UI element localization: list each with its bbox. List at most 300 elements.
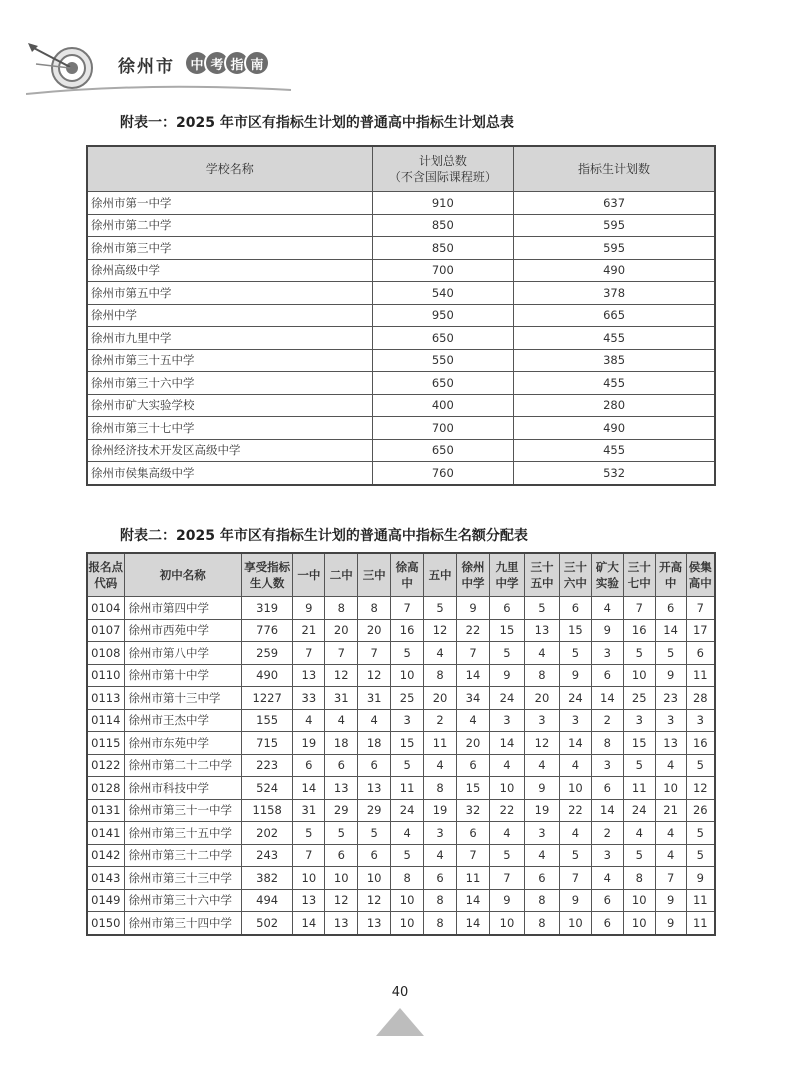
value-cell: 20 (524, 687, 559, 710)
column-header (293, 553, 325, 597)
value-cell: 4 (325, 709, 358, 732)
column-header (623, 553, 655, 597)
header-total (372, 146, 514, 192)
value-cell: 26 (686, 799, 715, 822)
table-row (87, 799, 715, 822)
value-cell: 4 (391, 822, 424, 845)
value-cell: 10 (559, 912, 591, 935)
column-header (686, 553, 715, 597)
value-cell: 22 (457, 619, 490, 642)
value-cell: 5 (391, 642, 424, 665)
school-name-cell: 徐州市第五中学 (87, 282, 372, 305)
value-cell: 223 (241, 754, 292, 777)
value-cell: 5 (524, 597, 559, 620)
column-header-line: 徐州 (461, 560, 485, 574)
column-header (524, 553, 559, 597)
value-cell: 8 (424, 664, 457, 687)
value-cell: 11 (686, 889, 715, 912)
value-cell: 23 (655, 687, 686, 710)
value-cell: 9 (559, 664, 591, 687)
value-cell: 13 (293, 664, 325, 687)
total-cell: 650 (372, 327, 514, 350)
column-header-line: 初中名称 (159, 568, 206, 582)
value-cell: 5 (559, 642, 591, 665)
value-cell: 5 (424, 597, 457, 620)
value-cell: 10 (358, 867, 391, 890)
value-cell: 2 (424, 709, 457, 732)
value-cell: 5 (559, 844, 591, 867)
table-row (87, 237, 715, 260)
header-city: 徐州市 (118, 57, 175, 77)
code-cell: 0113 (87, 687, 124, 710)
quota-cell: 637 (514, 192, 715, 215)
plan-summary-table (86, 145, 716, 486)
column-header-line: 享受指标 (244, 560, 291, 574)
column-header (124, 553, 241, 597)
value-cell: 6 (524, 867, 559, 890)
value-cell: 21 (293, 619, 325, 642)
school-name-cell: 徐州市第一中学 (87, 192, 372, 215)
value-cell: 7 (391, 597, 424, 620)
value-cell: 15 (559, 619, 591, 642)
code-cell: 0141 (87, 822, 124, 845)
value-cell: 6 (655, 597, 686, 620)
value-cell: 8 (524, 664, 559, 687)
value-cell: 5 (686, 754, 715, 777)
value-cell: 6 (591, 912, 623, 935)
value-cell: 10 (623, 889, 655, 912)
header-total-line2: （不含国际课程班） (388, 170, 497, 184)
school-name-cell: 徐州市科技中学 (124, 777, 241, 800)
value-cell: 10 (655, 777, 686, 800)
column-header-line: 三十 (530, 560, 554, 574)
table-row (87, 349, 715, 372)
value-cell: 20 (358, 619, 391, 642)
header-school: 学校名称 (87, 146, 372, 192)
value-cell: 3 (591, 844, 623, 867)
header-total-line1: 计划总数 (418, 154, 467, 168)
value-cell: 715 (241, 732, 292, 755)
column-header (457, 553, 490, 597)
value-cell: 9 (655, 889, 686, 912)
value-cell: 8 (623, 867, 655, 890)
value-cell: 4 (559, 822, 591, 845)
table-row (87, 417, 715, 440)
table-row (87, 889, 715, 912)
quota-cell: 665 (514, 304, 715, 327)
value-cell: 9 (489, 664, 524, 687)
quota-cell: 490 (514, 417, 715, 440)
value-cell: 4 (524, 642, 559, 665)
column-header (358, 553, 391, 597)
value-cell: 8 (424, 912, 457, 935)
column-header-line: 高中 (688, 576, 712, 590)
table-row (87, 664, 715, 687)
value-cell: 3 (489, 709, 524, 732)
value-cell: 5 (358, 822, 391, 845)
total-cell: 700 (372, 259, 514, 282)
value-cell: 11 (686, 664, 715, 687)
header-badge: 南 (246, 52, 268, 74)
value-cell: 14 (559, 732, 591, 755)
table-row (87, 687, 715, 710)
school-name-cell: 徐州市第三十五中学 (124, 822, 241, 845)
value-cell: 5 (489, 844, 524, 867)
value-cell: 3 (524, 822, 559, 845)
value-cell: 12 (358, 664, 391, 687)
value-cell: 31 (325, 687, 358, 710)
table2-title: 附表二：2025 年市区有指标生计划的普通高中指标生名额分配表 (120, 528, 528, 544)
value-cell: 7 (559, 867, 591, 890)
code-cell: 0131 (87, 799, 124, 822)
value-cell: 7 (325, 642, 358, 665)
value-cell: 3 (591, 754, 623, 777)
table-row (87, 754, 715, 777)
column-header-line: 七中 (627, 576, 651, 590)
value-cell: 2 (591, 822, 623, 845)
value-cell: 11 (686, 912, 715, 935)
school-name-cell: 徐州市西苑中学 (124, 619, 241, 642)
value-cell: 10 (391, 912, 424, 935)
value-cell: 10 (489, 777, 524, 800)
column-header (391, 553, 424, 597)
quota-cell: 455 (514, 372, 715, 395)
page-triangle-icon (376, 1008, 424, 1036)
school-name-cell: 徐州市第三十一中学 (124, 799, 241, 822)
value-cell: 25 (623, 687, 655, 710)
column-header (559, 553, 591, 597)
total-cell: 850 (372, 237, 514, 260)
value-cell: 17 (686, 619, 715, 642)
value-cell: 31 (293, 799, 325, 822)
school-name-cell: 徐州中学 (87, 304, 372, 327)
value-cell: 382 (241, 867, 292, 890)
column-header (424, 553, 457, 597)
value-cell: 10 (489, 912, 524, 935)
column-header-line: 二中 (329, 568, 353, 582)
header-swoosh (26, 80, 296, 100)
code-cell: 0114 (87, 709, 124, 732)
table-header-row (87, 146, 715, 192)
value-cell: 14 (293, 912, 325, 935)
value-cell: 8 (591, 732, 623, 755)
value-cell: 33 (293, 687, 325, 710)
value-cell: 24 (489, 687, 524, 710)
value-cell: 25 (391, 687, 424, 710)
table-row (87, 282, 715, 305)
table-row (87, 912, 715, 935)
value-cell: 14 (591, 687, 623, 710)
header-badge: 中 (186, 52, 208, 74)
value-cell: 5 (325, 822, 358, 845)
table-row (87, 777, 715, 800)
quota-cell: 385 (514, 349, 715, 372)
value-cell: 4 (489, 754, 524, 777)
value-cell: 14 (457, 664, 490, 687)
column-header-line: 中 (401, 576, 413, 590)
column-header-line: 侯集 (688, 560, 712, 574)
value-cell: 6 (489, 597, 524, 620)
value-cell: 2 (591, 709, 623, 732)
value-cell: 14 (655, 619, 686, 642)
value-cell: 11 (424, 732, 457, 755)
total-cell: 540 (372, 282, 514, 305)
value-cell: 12 (358, 889, 391, 912)
value-cell: 9 (591, 619, 623, 642)
value-cell: 9 (559, 889, 591, 912)
value-cell: 7 (655, 867, 686, 890)
value-cell: 3 (391, 709, 424, 732)
quota-cell: 490 (514, 259, 715, 282)
school-name-cell: 徐州市第十三中学 (124, 687, 241, 710)
value-cell: 5 (686, 822, 715, 845)
table-row (87, 597, 715, 620)
code-cell: 0115 (87, 732, 124, 755)
table-row (87, 372, 715, 395)
header-quota: 指标生计划数 (514, 146, 715, 192)
code-cell: 0143 (87, 867, 124, 890)
column-header-line: 六中 (563, 576, 587, 590)
value-cell: 19 (293, 732, 325, 755)
header-badge: 指 (226, 52, 248, 74)
value-cell: 14 (293, 777, 325, 800)
code-cell: 0149 (87, 889, 124, 912)
value-cell: 31 (358, 687, 391, 710)
header-badges (186, 52, 266, 74)
value-cell: 9 (686, 867, 715, 890)
value-cell: 10 (559, 777, 591, 800)
quota-cell: 595 (514, 237, 715, 260)
value-cell: 21 (655, 799, 686, 822)
total-cell: 910 (372, 192, 514, 215)
school-name-cell: 徐州经济技术开发区高级中学 (87, 439, 372, 462)
column-header-line: 五中 (428, 568, 452, 582)
value-cell: 9 (293, 597, 325, 620)
value-cell: 6 (591, 777, 623, 800)
column-header (87, 553, 124, 597)
total-cell: 550 (372, 349, 514, 372)
school-name-cell: 徐州市九里中学 (87, 327, 372, 350)
school-name-cell: 徐州市第三十六中学 (124, 889, 241, 912)
column-header-line: 三中 (362, 568, 386, 582)
value-cell: 3 (524, 709, 559, 732)
value-cell: 5 (686, 844, 715, 867)
page-number: 40 (391, 985, 409, 1000)
table-row (87, 732, 715, 755)
value-cell: 8 (424, 777, 457, 800)
school-name-cell: 徐州市第三十二中学 (124, 844, 241, 867)
column-header (325, 553, 358, 597)
value-cell: 4 (457, 709, 490, 732)
value-cell: 29 (325, 799, 358, 822)
value-cell: 4 (424, 754, 457, 777)
value-cell: 6 (457, 754, 490, 777)
school-name-cell: 徐州市矿大实验学校 (87, 394, 372, 417)
value-cell: 20 (457, 732, 490, 755)
value-cell: 5 (391, 754, 424, 777)
total-cell: 650 (372, 372, 514, 395)
table-row (87, 642, 715, 665)
table1-title: 附表一：2025 年市区有指标生计划的普通高中指标生计划总表 (120, 115, 514, 131)
value-cell: 6 (424, 867, 457, 890)
value-cell: 4 (293, 709, 325, 732)
school-name-cell: 徐州市第三十六中学 (87, 372, 372, 395)
value-cell: 494 (241, 889, 292, 912)
value-cell: 5 (623, 642, 655, 665)
value-cell: 24 (559, 687, 591, 710)
value-cell: 10 (293, 867, 325, 890)
quota-cell: 455 (514, 439, 715, 462)
value-cell: 11 (457, 867, 490, 890)
value-cell: 6 (325, 844, 358, 867)
column-header (655, 553, 686, 597)
value-cell: 12 (686, 777, 715, 800)
value-cell: 19 (424, 799, 457, 822)
value-cell: 13 (524, 619, 559, 642)
value-cell: 6 (559, 597, 591, 620)
value-cell: 7 (293, 642, 325, 665)
table-row (87, 867, 715, 890)
school-name-cell: 徐州市第二中学 (87, 214, 372, 237)
value-cell: 11 (391, 777, 424, 800)
table-row (87, 462, 715, 485)
value-cell: 20 (325, 619, 358, 642)
column-header (489, 553, 524, 597)
value-cell: 1158 (241, 799, 292, 822)
value-cell: 4 (358, 709, 391, 732)
value-cell: 1227 (241, 687, 292, 710)
value-cell: 4 (655, 822, 686, 845)
value-cell: 243 (241, 844, 292, 867)
value-cell: 10 (325, 867, 358, 890)
value-cell: 14 (457, 912, 490, 935)
value-cell: 18 (358, 732, 391, 755)
school-name-cell: 徐州市第三十七中学 (87, 417, 372, 440)
table-row (87, 214, 715, 237)
value-cell: 12 (424, 619, 457, 642)
value-cell: 10 (623, 912, 655, 935)
column-header-line: 九里 (495, 560, 519, 574)
value-cell: 19 (524, 799, 559, 822)
total-cell: 760 (372, 462, 514, 485)
total-cell: 950 (372, 304, 514, 327)
value-cell: 5 (623, 754, 655, 777)
value-cell: 24 (623, 799, 655, 822)
value-cell: 4 (559, 754, 591, 777)
table-row (87, 439, 715, 462)
value-cell: 12 (325, 889, 358, 912)
school-name-cell: 徐州市第三中学 (87, 237, 372, 260)
value-cell: 10 (391, 664, 424, 687)
value-cell: 6 (591, 664, 623, 687)
value-cell: 6 (686, 642, 715, 665)
value-cell: 4 (489, 822, 524, 845)
value-cell: 155 (241, 709, 292, 732)
value-cell: 4 (524, 844, 559, 867)
value-cell: 15 (623, 732, 655, 755)
value-cell: 3 (686, 709, 715, 732)
column-header-line: 矿大 (595, 560, 619, 574)
header-badge: 考 (206, 52, 228, 74)
column-header-line: 生人数 (249, 576, 285, 590)
value-cell: 16 (623, 619, 655, 642)
column-header-line: 开高 (659, 560, 683, 574)
code-cell: 0122 (87, 754, 124, 777)
value-cell: 7 (489, 867, 524, 890)
value-cell: 3 (591, 642, 623, 665)
value-cell: 15 (489, 619, 524, 642)
value-cell: 202 (241, 822, 292, 845)
quota-allocation-table (86, 552, 716, 936)
school-name-cell: 徐州市侯集高级中学 (87, 462, 372, 485)
value-cell: 14 (457, 889, 490, 912)
value-cell: 13 (325, 912, 358, 935)
value-cell: 8 (358, 597, 391, 620)
value-cell: 13 (358, 912, 391, 935)
school-name-cell: 徐州市第三十四中学 (124, 912, 241, 935)
value-cell: 3 (424, 822, 457, 845)
value-cell: 10 (623, 664, 655, 687)
value-cell: 14 (591, 799, 623, 822)
value-cell: 16 (391, 619, 424, 642)
column-header-line: 中学 (461, 576, 485, 590)
value-cell: 6 (591, 889, 623, 912)
value-cell: 776 (241, 619, 292, 642)
value-cell: 9 (655, 912, 686, 935)
column-header-line: 徐高 (395, 560, 419, 574)
total-cell: 700 (372, 417, 514, 440)
value-cell: 29 (358, 799, 391, 822)
value-cell: 32 (457, 799, 490, 822)
column-header (591, 553, 623, 597)
school-name-cell: 徐州市第三十五中学 (87, 349, 372, 372)
code-cell: 0108 (87, 642, 124, 665)
value-cell: 5 (391, 844, 424, 867)
code-cell: 0150 (87, 912, 124, 935)
column-header-line: 中 (664, 576, 677, 590)
quota-cell: 378 (514, 282, 715, 305)
total-cell: 850 (372, 214, 514, 237)
page-header (26, 40, 326, 100)
value-cell: 22 (489, 799, 524, 822)
value-cell: 502 (241, 912, 292, 935)
total-cell: 650 (372, 439, 514, 462)
value-cell: 13 (325, 777, 358, 800)
column-header-line: 报名点 (88, 560, 124, 574)
column-header (241, 553, 292, 597)
value-cell: 13 (293, 889, 325, 912)
column-header-line: 中学 (495, 576, 519, 590)
value-cell: 18 (325, 732, 358, 755)
value-cell: 28 (686, 687, 715, 710)
column-header-line: 一中 (297, 568, 321, 582)
value-cell: 5 (293, 822, 325, 845)
value-cell: 3 (655, 709, 686, 732)
school-name-cell: 徐州市第四中学 (124, 597, 241, 620)
value-cell: 3 (623, 709, 655, 732)
column-header-line: 五中 (530, 576, 554, 590)
value-cell: 6 (358, 844, 391, 867)
value-cell: 9 (524, 777, 559, 800)
value-cell: 6 (293, 754, 325, 777)
value-cell: 12 (325, 664, 358, 687)
value-cell: 319 (241, 597, 292, 620)
school-name-cell: 徐州市王杰中学 (124, 709, 241, 732)
value-cell: 8 (524, 889, 559, 912)
value-cell: 259 (241, 642, 292, 665)
column-header-line: 实验 (595, 576, 619, 590)
quota-cell: 595 (514, 214, 715, 237)
